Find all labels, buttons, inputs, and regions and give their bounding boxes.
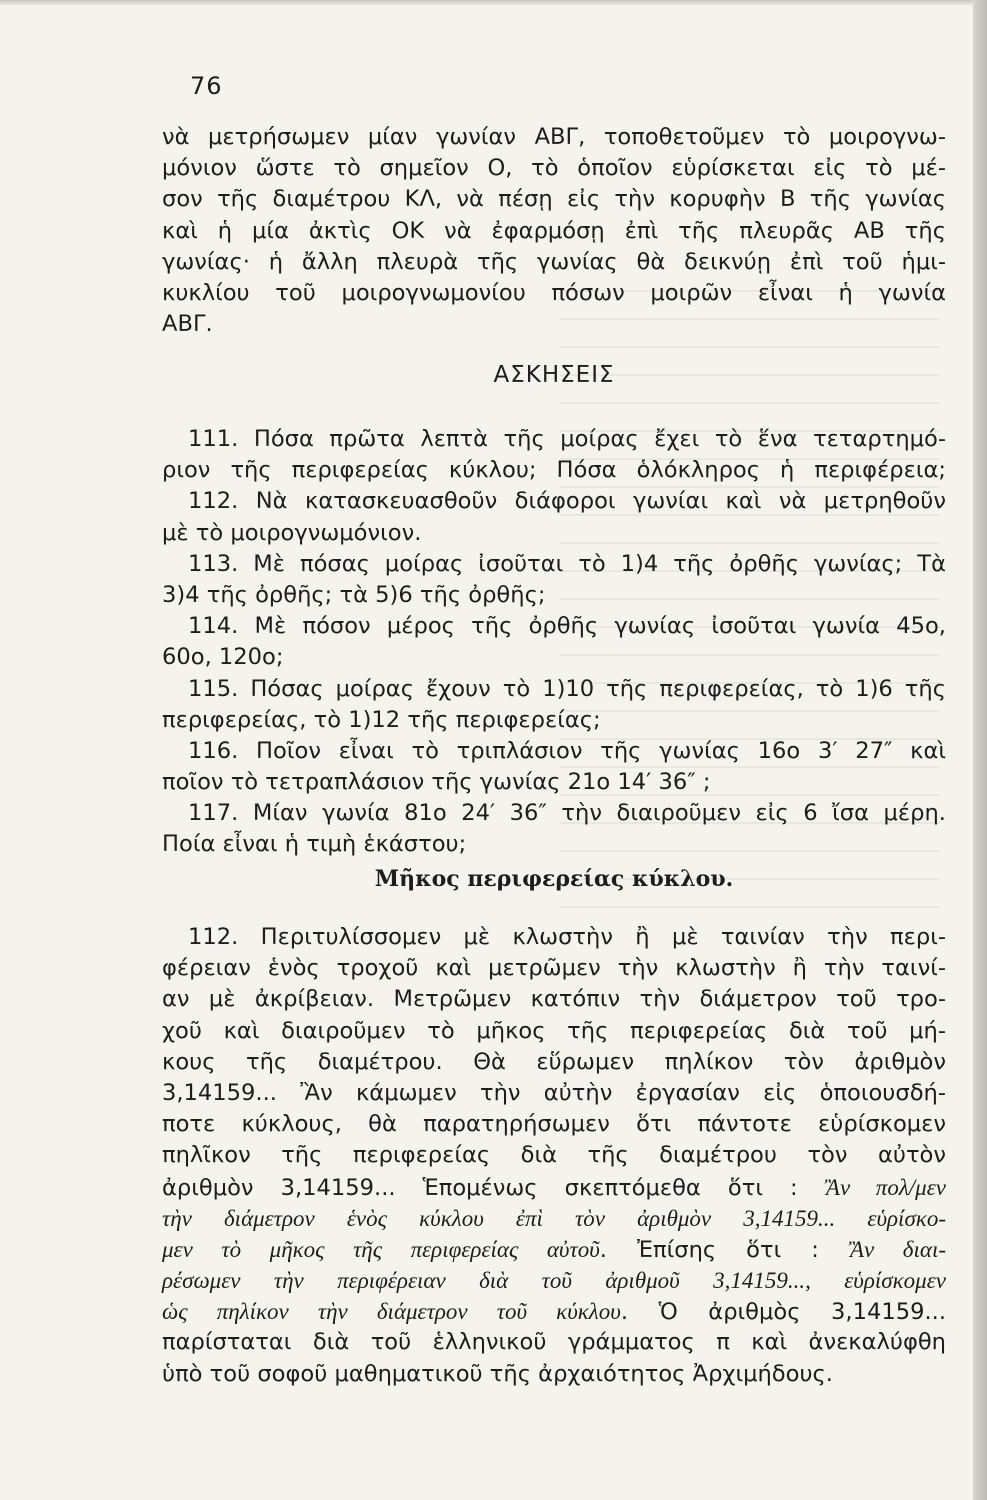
italic-statement: Ἂν πολ/μεν (824, 1174, 946, 1200)
paragraph-line-mixed (162, 1234, 946, 1265)
exercise-line: 117. Μίαν γωνία 81ο 24′ 36″ τὴν διαιροῦμεν εἰς 6 ἴσα μέρη. (188, 800, 946, 827)
italic-statement: ὡς πηλίκον τὴν διάμετρον τοῦ κύκλου (162, 1299, 621, 1325)
intro-line: καὶ ἡ μία ἀκτὶς ΟΚ νὰ ἐφαρμόσῃ ἐπὶ τῆς πλευρᾶς ΑΒ τῆς (162, 217, 946, 244)
exercise-line: 115. Πόσας μοίρας ἔχουν τὸ 1)10 τῆς περιφερείας, τὸ 1)6 τῆς (188, 675, 946, 702)
exercise-line: μὲ τὸ μοιρογνωμόνιον. (162, 519, 422, 546)
circumference-paragraph (162, 922, 946, 1390)
exercise-line: 112. Νὰ κατασκευασθοῦν διάφοροι γωνίαι καὶ νὰ μετρηθοῦν (188, 488, 946, 515)
intro-paragraph (162, 122, 946, 340)
exercises-list (162, 424, 946, 861)
intro-line: μόνιον ὥστε τὸ σημεῖον Ο, τὸ ὁποῖον εὑρίσκεται εἰς τὸ μέ- (162, 155, 946, 182)
exercise-line: ριον τῆς περιφερείας κύκλου; Πόσα ὁλόκληρος ἡ περιφέρεια; (162, 457, 946, 484)
paragraph-line: πηλῖκον τῆς περιφερείας διὰ τῆς διαμέτρου τὸν αὐτὸν (162, 1142, 946, 1169)
italic-statement: ρέσωμεν τὴν περιφέρειαν διὰ τοῦ ἀριθμοῦ 3,14159..., εὑρίσκομεν (162, 1268, 946, 1294)
paragraph-line: ποτε κύκλους, θὰ παρατηρήσωμεν ὅτι πάντοτε εὑρίσκομεν (162, 1111, 946, 1138)
paragraph-line-mixed (162, 1172, 946, 1203)
intro-line: σον τῆς διαμέτρου ΚΛ, νὰ πέσῃ εἰς τὴν κορυφὴν Β τῆς γωνίας (162, 186, 946, 213)
intro-line: ΑΒΓ. (162, 311, 213, 338)
paragraph-text: . Ὁ ἀριθμὸς 3,14159... (620, 1299, 947, 1326)
paragraph-line: 112. Περιτυλίσσομεν μὲ κλωστὴν ἢ μὲ ταινίαν τὴν περι- (188, 924, 946, 950)
page-top-edge (0, 0, 987, 6)
intro-line: κυκλίου τοῦ μοιρογνωμονίου πόσων μοιρῶν εἶναι ἡ γωνία (162, 279, 946, 306)
intro-line: γωνίας· ἡ ἄλλη πλευρὰ τῆς γωνίας θὰ δεικνύῃ ἐπὶ τοῦ ἡμι- (162, 248, 946, 275)
exercise-line: 116. Ποῖον εἶναι τὸ τριπλάσιον τῆς γωνίας 16ο 3′ 27″ καὶ (188, 737, 946, 764)
page-right-edge (973, 0, 987, 1500)
exercise-line: 3)4 τῆς ὀρθῆς; τὰ 5)6 τῆς ὀρθῆς; (162, 581, 546, 608)
paragraph-text: . Ἐπίσης ὅτι : (599, 1236, 849, 1263)
exercise-line: περιφερείας, τὸ 1)12 τῆς περιφερείας; (162, 706, 601, 733)
paragraph-line: αν μὲ ἀκρίβειαν. Μετρῶμεν κατόπιν τὴν διάμετρον τοῦ τρο- (162, 986, 946, 1013)
paragraph-line: παρίσταται διὰ τοῦ ἑλληνικοῦ γράμματος π καὶ ἀνεκαλύφθη (162, 1329, 946, 1356)
exercises-heading: ΑΣΚΗΣΕΙΣ (493, 362, 615, 388)
paragraph-line: χοῦ καὶ διαιροῦμεν τὸ μῆκος τῆς περιφερείας διὰ τοῦ μή- (162, 1017, 946, 1044)
paragraph-text: ἀριθμὸν 3,14159... Ἑπομένως σκεπτόμεθα ὅτι : (162, 1174, 825, 1201)
paragraph-line: 3,14159... Ἂν κάμωμεν τὴν αὐτὴν ἐργασίαν εἰς ὁποιουσδή- (162, 1079, 946, 1106)
circumference-heading: Μῆκος περιφερείας κύκλου. (374, 866, 734, 892)
exercise-line: 113. Μὲ πόσας μοίρας ἰσοῦται τὸ 1)4 τῆς ὀρθῆς γωνίας; Τὰ (188, 550, 946, 577)
italic-statement: τὴν διάμετρον ἑνὸς κύκλου ἐπὶ τὸν ἀριθμὸν 3,14159... εὑρίσκο- (162, 1205, 946, 1231)
paragraph-line-mixed (162, 1296, 946, 1327)
exercise-line: Ποία εἶναι ἡ τιμὴ ἑκάστου; (162, 831, 467, 858)
paragraph-line: φέρειαν ἑνὸς τροχοῦ καὶ μετρῶμεν τὴν κλωστὴν ἢ τὴν ταινί- (162, 955, 946, 982)
paragraph-line-mixed (162, 1203, 946, 1234)
exercise-line: 111. Πόσα πρῶτα λεπτὰ τῆς μοίρας ἔχει τὸ ἕνα τεταρτημό- (188, 426, 946, 452)
exercise-line: 114. Μὲ πόσον μέρος τῆς ὀρθῆς γωνίας ἰσοῦται γωνία 45ο, (188, 613, 946, 640)
exercise-line: ποῖον τὸ τετραπλάσιον τῆς γωνίας 21ο 14′ 36″ ; (162, 769, 711, 796)
page-number: 76 (190, 72, 223, 100)
italic-statement: Ἂν διαι- (848, 1236, 946, 1262)
paragraph-line: κους τῆς διαμέτρου. Θὰ εὕρωμεν πηλίκον τὸν ἀριθμὸν (162, 1048, 946, 1075)
intro-line: νὰ μετρήσωμεν μίαν γωνίαν ΑΒΓ, τοποθετοῦμεν τὸ μοιρογνω- (162, 124, 946, 150)
italic-statement: μεν τὸ μῆκος τῆς περιφερείας αὐτοῦ (162, 1236, 600, 1262)
paragraph-line-mixed (162, 1265, 946, 1296)
exercise-line: 60ο, 120ο; (162, 644, 284, 671)
paragraph-line: ὑπὸ τοῦ σοφοῦ μαθηματικοῦ τῆς ἀρχαιότητος Ἀρχιμήδους. (162, 1360, 833, 1387)
